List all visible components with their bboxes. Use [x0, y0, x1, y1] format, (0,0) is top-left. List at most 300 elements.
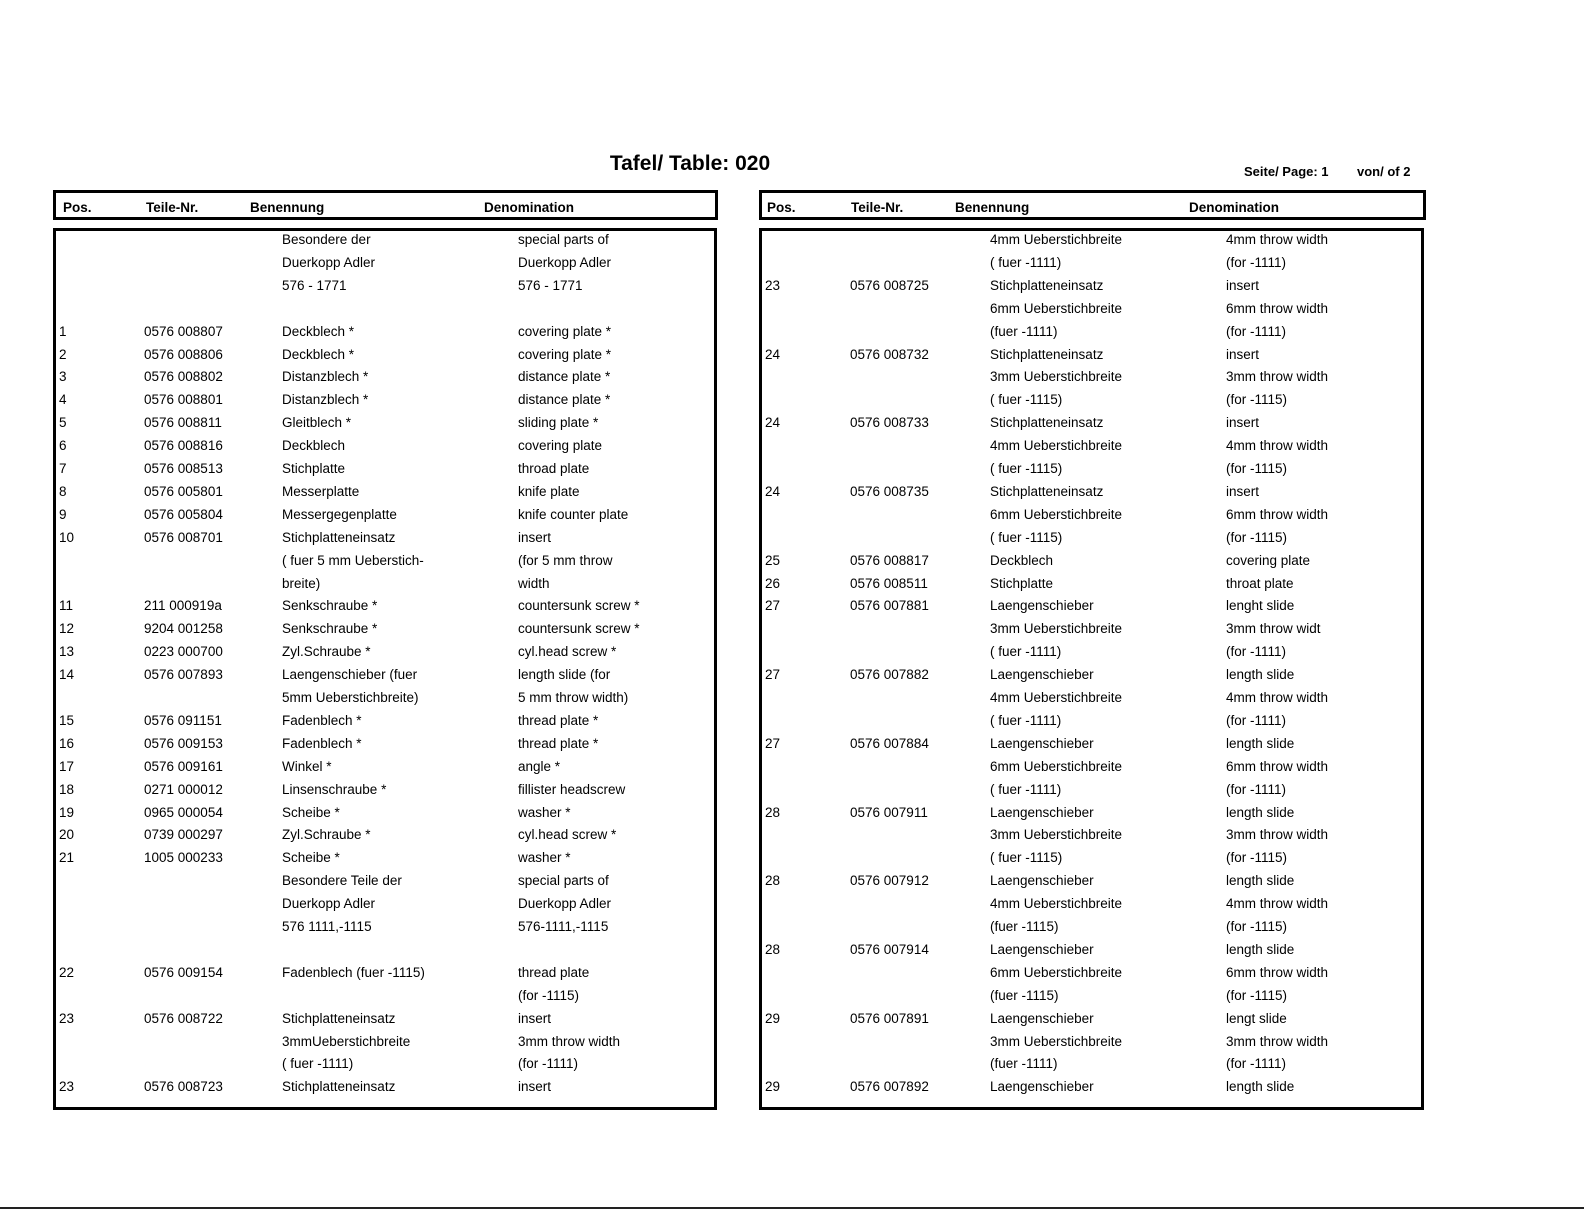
benennung-cell: Stichplatteneinsatz: [282, 1079, 396, 1095]
denomination-cell: special parts of: [518, 232, 609, 247]
benennung-cell: Stichplatteneinsatz: [282, 1010, 396, 1026]
pos-cell: 24: [765, 415, 781, 431]
part-number-cell: 0576 091151: [144, 712, 222, 728]
pos-cell: 1: [59, 323, 67, 339]
denomination-cell: 6mm throw width: [1226, 964, 1329, 980]
benennung-cell: 3mm Ueberstichbreite: [990, 369, 1123, 385]
benennung-cell: Fadenblech (fuer -1115): [282, 964, 425, 980]
denomination-cell: length slide: [1226, 941, 1295, 957]
denomination-cell: width: [518, 575, 550, 591]
part-number-cell: 1005 000233: [144, 850, 223, 866]
pos-cell: 25: [765, 552, 781, 568]
table-row: [762, 228, 1421, 251]
benennung-cell: Stichplatteneinsatz: [990, 483, 1104, 499]
denomination-cell: insert: [1226, 277, 1260, 293]
benennung-cell: Duerkopp Adler: [282, 254, 376, 270]
pos-cell: 24: [765, 346, 781, 362]
denomination-cell: countersunk screw *: [518, 621, 640, 637]
table-row: [762, 320, 1421, 343]
table-row: [762, 892, 1421, 915]
benennung-cell: Stichplatteneinsatz: [282, 529, 396, 545]
denomination-cell: lengt slide: [1226, 1010, 1287, 1026]
benennung-cell: Stichplatte: [282, 461, 346, 476]
benennung-cell: Senkschraube *: [282, 598, 378, 614]
benennung-cell: ( fuer -1115): [990, 461, 1063, 476]
part-number-cell: 0576 007911: [850, 804, 928, 820]
benennung-cell: Laengenschieber: [990, 804, 1094, 820]
table-row: [56, 411, 714, 434]
part-number-cell: 0223 000700: [144, 644, 223, 660]
denomination-cell: (for -1111): [518, 1056, 579, 1072]
pos-cell: 20: [59, 827, 75, 843]
table-row: [56, 778, 714, 801]
benennung-cell: Gleitblech *: [282, 415, 352, 431]
table-row: [762, 480, 1421, 503]
denomination-cell: 4mm throw width: [1226, 438, 1329, 454]
denomination-cell: 3mm throw widt: [1226, 621, 1321, 637]
denomination-cell: (for -1115): [1226, 529, 1288, 545]
table-row: [762, 526, 1421, 549]
denomination-cell: cyl.head screw *: [518, 644, 617, 660]
denomination-cell: countersunk screw *: [518, 598, 640, 614]
table-row: [762, 640, 1421, 663]
denomination-cell: 4mm throw width: [1226, 690, 1329, 705]
benennung-cell: (fuer -1115): [990, 919, 1059, 934]
table-row: [56, 732, 714, 755]
benennung-cell: Deckblech: [990, 552, 1054, 568]
table-row: [56, 297, 714, 320]
table-row: [762, 594, 1421, 617]
table-row: [56, 274, 714, 297]
denomination-cell: knife counter plate: [518, 506, 629, 522]
table-row: [762, 938, 1421, 961]
denomination-cell: 3mm throw width: [1226, 827, 1329, 843]
denomination-cell: (for -1115): [1226, 850, 1288, 866]
denomination-cell: covering plate *: [518, 323, 612, 339]
denomination-cell: 6mm throw width: [1226, 506, 1329, 522]
col-benennung-header: Benennung: [250, 200, 325, 215]
table-row: [762, 434, 1421, 457]
pos-cell: 23: [765, 277, 781, 293]
pos-cell: 22: [59, 964, 75, 980]
table-row: [56, 572, 714, 595]
denomination-cell: fillister headscrew: [518, 781, 626, 797]
pos-cell: 23: [59, 1079, 75, 1095]
pos-cell: 27: [765, 735, 781, 751]
benennung-cell: Duerkopp Adler: [282, 896, 376, 912]
part-number-cell: 0576 008725: [850, 277, 929, 293]
pos-cell: 28: [765, 804, 781, 820]
part-number-cell: 0576 008513: [144, 461, 223, 476]
denomination-cell: thread plate *: [518, 712, 599, 728]
benennung-cell: 5mm Ueberstichbreite): [282, 690, 419, 705]
table-row: [56, 686, 714, 709]
benennung-cell: Besondere der: [282, 232, 371, 247]
table-row: [56, 1030, 714, 1053]
table-row: [762, 1075, 1421, 1098]
part-number-cell: 0576 007881: [850, 598, 929, 614]
benennung-cell: 6mm Ueberstichbreite: [990, 964, 1123, 980]
benennung-cell: ( fuer -1111): [990, 712, 1062, 728]
part-number-cell: 0576 008722: [144, 1010, 223, 1026]
denomination-cell: covering plate: [518, 438, 603, 454]
denomination-cell: (for -1115): [1226, 987, 1288, 1003]
denomination-cell: thread plate: [518, 964, 590, 980]
col-pos-header: Pos.: [63, 200, 92, 215]
table-row: [56, 526, 714, 549]
table-row: [56, 869, 714, 892]
denomination-cell: (for -1111): [1226, 781, 1287, 797]
denomination-cell: throad plate: [518, 461, 590, 476]
pos-cell: 28: [765, 941, 781, 957]
table-row: [762, 274, 1421, 297]
denomination-cell: insert: [518, 1079, 552, 1095]
benennung-cell: Laengenschieber: [990, 941, 1094, 957]
benennung-cell: Laengenschieber: [990, 1079, 1094, 1095]
denomination-cell: length slide: [1226, 804, 1295, 820]
table-row: [56, 640, 714, 663]
denomination-cell: covering plate *: [518, 346, 612, 362]
denomination-cell: (for 5 mm throw: [518, 552, 613, 568]
table-row: [56, 1075, 714, 1098]
benennung-cell: Besondere Teile der: [282, 873, 402, 889]
benennung-cell: 3mmUeberstichbreite: [282, 1033, 411, 1049]
benennung-cell: 4mm Ueberstichbreite: [990, 690, 1123, 705]
part-number-cell: 0576 007882: [850, 667, 929, 683]
part-number-cell: 0576 008732: [850, 346, 929, 362]
table-row: [762, 365, 1421, 388]
benennung-cell: Distanzblech *: [282, 392, 369, 408]
pos-cell: 10: [59, 529, 75, 545]
benennung-cell: Deckblech: [282, 438, 346, 454]
pos-cell: 14: [59, 667, 75, 683]
table-row: [56, 549, 714, 572]
table-row: [56, 915, 714, 938]
denomination-cell: 6mm throw width: [1226, 300, 1329, 316]
table-row: [56, 388, 714, 411]
benennung-cell: Linsenschraube *: [282, 781, 387, 797]
pos-cell: 19: [59, 804, 75, 820]
table-title: Tafel/ Table: 020: [609, 152, 771, 175]
denomination-cell: washer *: [518, 804, 571, 820]
table-row: [56, 823, 714, 846]
table-row: [56, 938, 714, 961]
right-parts-table: [759, 228, 1424, 1110]
col-benennung-header: Benennung: [955, 200, 1030, 215]
benennung-cell: (fuer -1111): [990, 1056, 1058, 1072]
table-row: [56, 251, 714, 274]
pos-cell: 26: [765, 575, 781, 591]
part-number-cell: 0576 007891: [850, 1010, 929, 1026]
part-number-cell: 0576 008723: [144, 1079, 223, 1095]
benennung-cell: Laengenschieber (fuer: [282, 667, 418, 683]
part-number-cell: 0576 009161: [144, 758, 223, 774]
table-row: [56, 1052, 714, 1075]
table-row: [56, 961, 714, 984]
denomination-cell: (for -1111): [1226, 1056, 1287, 1072]
table-row: [762, 801, 1421, 824]
pos-cell: 2: [59, 346, 67, 362]
benennung-cell: Deckblech *: [282, 323, 355, 339]
col-part-number-header: Teile-Nr.: [146, 200, 199, 215]
page-bottom-edge: [0, 1207, 1584, 1209]
table-row: [762, 823, 1421, 846]
table-row: [56, 434, 714, 457]
table-row: [762, 869, 1421, 892]
benennung-cell: ( fuer -1111): [990, 644, 1062, 660]
denomination-cell: insert: [1226, 483, 1260, 499]
denomination-cell: insert: [518, 529, 552, 545]
table-row: [56, 365, 714, 388]
benennung-cell: ( fuer -1111): [990, 781, 1062, 797]
benennung-cell: ( fuer 5 mm Ueberstich-: [282, 552, 424, 568]
part-number-cell: 0576 008511: [850, 575, 928, 591]
denomination-cell: insert: [1226, 346, 1260, 362]
table-row: [56, 320, 714, 343]
benennung-cell: Stichplatte: [990, 575, 1054, 591]
pos-cell: 24: [765, 483, 781, 499]
table-row: [762, 251, 1421, 274]
benennung-cell: Fadenblech *: [282, 735, 362, 751]
benennung-cell: 4mm Ueberstichbreite: [990, 896, 1123, 912]
benennung-cell: 4mm Ueberstichbreite: [990, 438, 1123, 454]
pos-cell: 29: [765, 1079, 781, 1095]
denomination-cell: 5 mm throw width): [518, 690, 629, 705]
denomination-cell: distance plate *: [518, 369, 611, 385]
benennung-cell: Zyl.Schraube *: [282, 827, 371, 843]
table-row: [762, 411, 1421, 434]
col-part-number-header: Teile-Nr.: [851, 200, 904, 215]
table-row: [56, 503, 714, 526]
table-row: [56, 228, 714, 251]
table-row: [56, 617, 714, 640]
table-row: [56, 846, 714, 869]
part-number-cell: 0576 005804: [144, 506, 223, 522]
denomination-cell: length slide: [1226, 873, 1295, 889]
pos-cell: 17: [59, 758, 75, 774]
denomination-cell: 576 - 1771: [518, 277, 583, 293]
part-number-cell: 0576 008807: [144, 323, 223, 339]
part-number-cell: 0271 000012: [144, 781, 223, 797]
part-number-cell: 0576 009153: [144, 735, 223, 751]
benennung-cell: ( fuer -1115): [990, 392, 1063, 408]
part-number-cell: 0576 008735: [850, 483, 929, 499]
part-number-cell: 0576 008701: [144, 529, 223, 545]
benennung-cell: ( fuer -1115): [990, 850, 1063, 866]
denomination-cell: insert: [518, 1010, 552, 1026]
denomination-cell: 4mm throw width: [1226, 232, 1329, 247]
benennung-cell: Fadenblech *: [282, 712, 362, 728]
table-row: [762, 984, 1421, 1007]
benennung-cell: 3mm Ueberstichbreite: [990, 1033, 1123, 1049]
pos-cell: 9: [59, 506, 67, 522]
denomination-cell: insert: [1226, 415, 1260, 431]
table-row: [56, 755, 714, 778]
part-number-cell: 0576 008801: [144, 392, 223, 408]
table-row: [762, 846, 1421, 869]
part-number-cell: 0576 008733: [850, 415, 929, 431]
pos-cell: 5: [59, 415, 67, 431]
pos-cell: 13: [59, 644, 75, 660]
part-number-cell: 0965 000054: [144, 804, 223, 820]
table-row: [56, 594, 714, 617]
pos-cell: 27: [765, 667, 781, 683]
table-row: [762, 388, 1421, 411]
benennung-cell: Laengenschieber: [990, 735, 1094, 751]
table-row: [762, 343, 1421, 366]
benennung-cell: Messerplatte: [282, 483, 360, 499]
part-number-cell: 0739 000297: [144, 827, 223, 843]
benennung-cell: (fuer -1111): [990, 323, 1058, 339]
table-row: [762, 755, 1421, 778]
benennung-cell: 3mm Ueberstichbreite: [990, 621, 1123, 637]
denomination-cell: 3mm throw width: [518, 1033, 621, 1049]
denomination-cell: (for -1115): [1226, 919, 1288, 934]
denomination-cell: (for -1115): [1226, 392, 1288, 408]
table-row: [762, 961, 1421, 984]
denomination-cell: lenght slide: [1226, 598, 1295, 614]
part-number-cell: 0576 007893: [144, 667, 223, 683]
denomination-cell: sliding plate *: [518, 415, 599, 431]
denomination-cell: 576-1111,-1115: [518, 919, 609, 934]
benennung-cell: 6mm Ueberstichbreite: [990, 506, 1123, 522]
pos-cell: 8: [59, 483, 67, 499]
pos-cell: 28: [765, 873, 781, 889]
pos-cell: 18: [59, 781, 75, 797]
denomination-cell: thread plate *: [518, 735, 599, 751]
denomination-cell: (for -1111): [1226, 323, 1287, 339]
part-number-cell: 0576 008816: [144, 438, 223, 454]
col-denomination-header: Denomination: [484, 200, 574, 215]
part-number-cell: 0576 005801: [144, 483, 223, 499]
pos-cell: 11: [59, 598, 74, 614]
table-row: [762, 915, 1421, 938]
denomination-cell: 4mm throw width: [1226, 896, 1329, 912]
denomination-cell: special parts of: [518, 873, 609, 889]
part-number-cell: 0576 007892: [850, 1079, 929, 1095]
page-count: von/ of 2: [1357, 164, 1411, 179]
table-row: [56, 343, 714, 366]
benennung-cell: breite): [282, 575, 321, 591]
table-row: [762, 297, 1421, 320]
benennung-cell: ( fuer -1111): [282, 1056, 354, 1072]
benennung-cell: 4mm Ueberstichbreite: [990, 232, 1123, 247]
denomination-cell: 3mm throw width: [1226, 369, 1329, 385]
table-row: [762, 663, 1421, 686]
denomination-cell: (for -1115): [518, 987, 580, 1003]
table-row: [762, 686, 1421, 709]
table-row: [762, 1030, 1421, 1053]
part-number-cell: 0576 007914: [850, 941, 929, 957]
table-row: [762, 617, 1421, 640]
denomination-cell: distance plate *: [518, 392, 611, 408]
benennung-cell: 6mm Ueberstichbreite: [990, 758, 1123, 774]
benennung-cell: Scheibe *: [282, 850, 340, 866]
table-row: [56, 1007, 714, 1030]
table-row: [56, 663, 714, 686]
part-number-cell: 0576 007912: [850, 873, 929, 889]
benennung-cell: 576 - 1771: [282, 277, 347, 293]
benennung-cell: Stichplatteneinsatz: [990, 277, 1104, 293]
pos-cell: 6: [59, 438, 67, 454]
benennung-cell: Laengenschieber: [990, 1010, 1094, 1026]
table-row: [762, 778, 1421, 801]
benennung-cell: Deckblech *: [282, 346, 355, 362]
part-number-cell: 0576 008802: [144, 369, 223, 385]
part-number-cell: 0576 007884: [850, 735, 929, 751]
table-row: [762, 1007, 1421, 1030]
benennung-cell: Stichplatteneinsatz: [990, 346, 1104, 362]
benennung-cell: Distanzblech *: [282, 369, 369, 385]
right-column-header: [759, 190, 1426, 220]
pos-cell: 3: [59, 369, 67, 385]
denomination-cell: covering plate: [1226, 552, 1311, 568]
pos-cell: 21: [59, 850, 75, 866]
denomination-cell: 3mm throw width: [1226, 1033, 1329, 1049]
denomination-cell: Duerkopp Adler: [518, 896, 612, 912]
col-pos-header: Pos.: [767, 200, 796, 215]
pos-cell: 15: [59, 712, 75, 728]
left-column-header: [53, 190, 718, 220]
pos-cell: 29: [765, 1010, 781, 1026]
table-row: [762, 732, 1421, 755]
part-number-cell: 0576 008806: [144, 346, 223, 362]
table-row: [56, 984, 714, 1007]
denomination-cell: (for -1115): [1226, 461, 1288, 476]
part-number-cell: 0576 008817: [850, 552, 929, 568]
col-denomination-header: Denomination: [1189, 200, 1279, 215]
benennung-cell: Laengenschieber: [990, 598, 1094, 614]
denomination-cell: length slide (for: [518, 667, 611, 683]
denomination-cell: Duerkopp Adler: [518, 254, 612, 270]
benennung-cell: 6mm Ueberstichbreite: [990, 300, 1123, 316]
denomination-cell: knife plate: [518, 483, 580, 499]
denomination-cell: (for -1111): [1226, 644, 1287, 660]
benennung-cell: Scheibe *: [282, 804, 340, 820]
left-parts-table: [53, 228, 717, 1110]
pos-cell: 27: [765, 598, 781, 614]
part-number-cell: 0576 009154: [144, 964, 223, 980]
table-row: [56, 892, 714, 915]
table-row: [56, 801, 714, 824]
table-row: [56, 480, 714, 503]
denomination-cell: angle *: [518, 758, 561, 774]
benennung-cell: (fuer -1115): [990, 987, 1059, 1003]
table-row: [762, 709, 1421, 732]
pos-cell: 7: [59, 461, 67, 476]
pos-cell: 16: [59, 735, 75, 751]
denomination-cell: length slide: [1226, 1079, 1295, 1095]
benennung-cell: Stichplatteneinsatz: [990, 415, 1104, 431]
table-row: [762, 572, 1421, 595]
pos-cell: 4: [59, 392, 67, 408]
benennung-cell: Winkel *: [282, 758, 332, 774]
benennung-cell: 3mm Ueberstichbreite: [990, 827, 1123, 843]
benennung-cell: Laengenschieber: [990, 667, 1094, 683]
table-row: [56, 457, 714, 480]
benennung-cell: Zyl.Schraube *: [282, 644, 371, 660]
pos-cell: 23: [59, 1010, 75, 1026]
part-number-cell: 0576 008811: [144, 415, 222, 431]
denomination-cell: 6mm throw width: [1226, 758, 1329, 774]
benennung-cell: Messergegenplatte: [282, 506, 397, 522]
table-row: [762, 549, 1421, 572]
denomination-cell: (for -1111): [1226, 254, 1287, 270]
denomination-cell: washer *: [518, 850, 571, 866]
benennung-cell: ( fuer -1115): [990, 529, 1063, 545]
benennung-cell: Laengenschieber: [990, 873, 1094, 889]
pos-cell: 12: [59, 621, 75, 637]
